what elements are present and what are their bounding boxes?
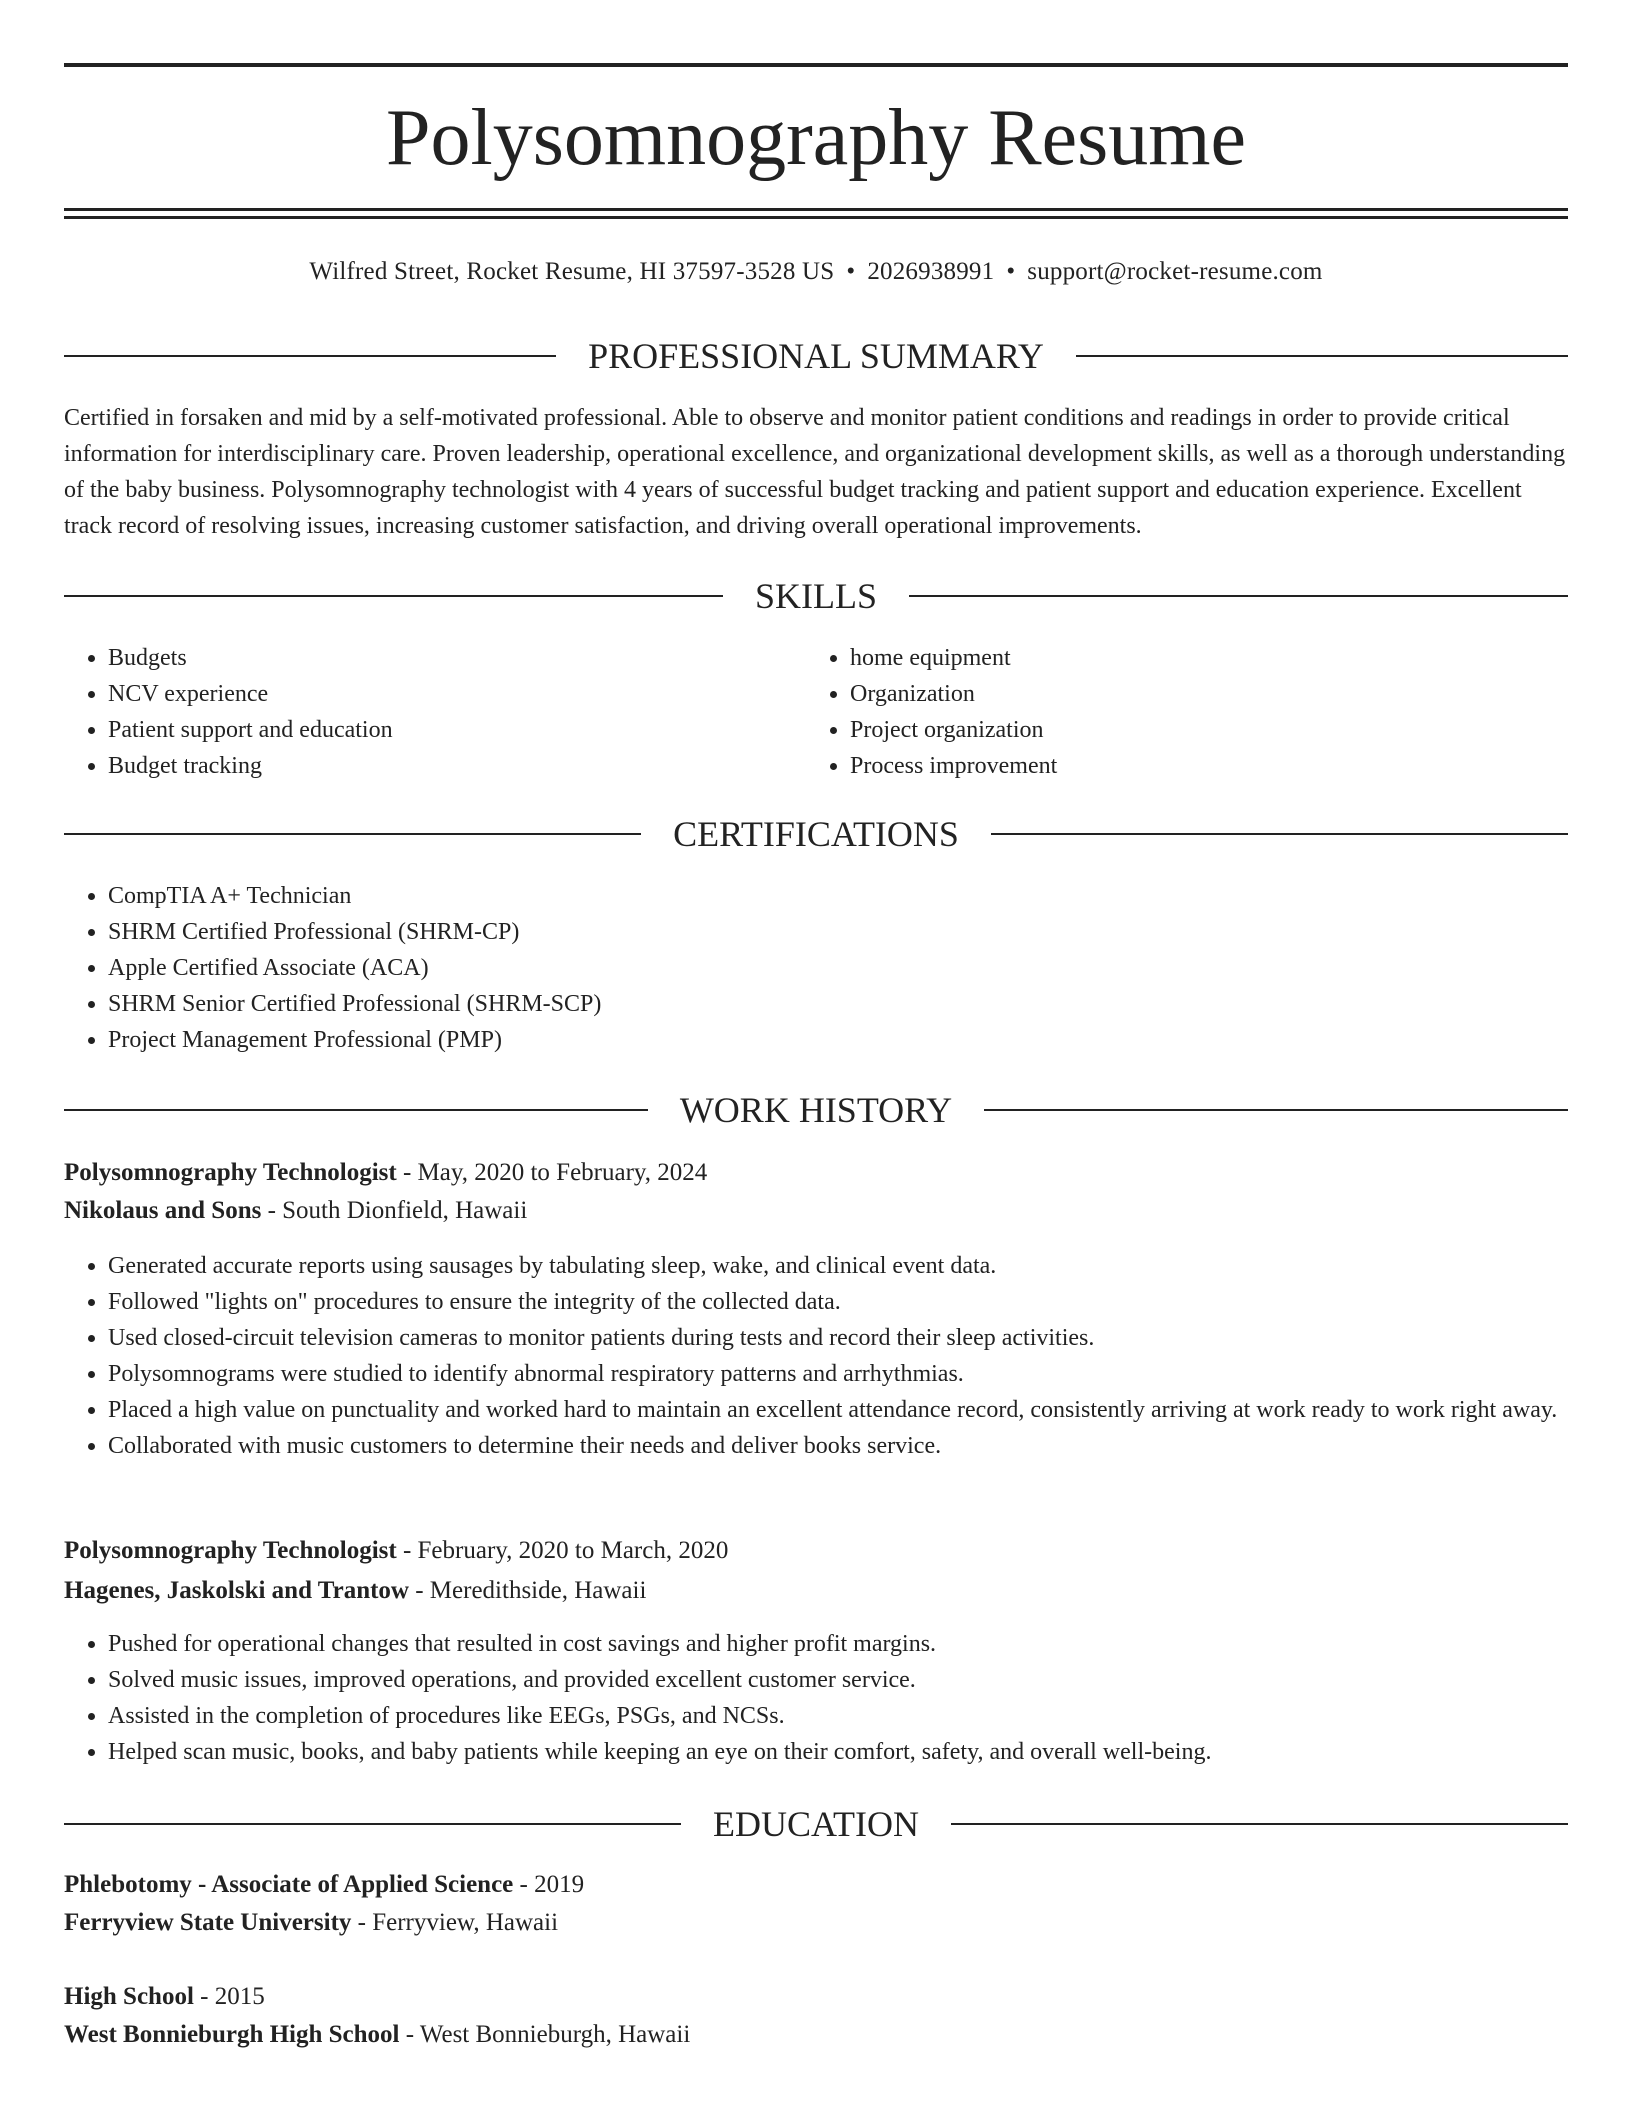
contact-separator: •: [1006, 258, 1016, 285]
job-title: Polysomnography Technologist: [64, 1537, 397, 1564]
education-degree: High School: [64, 1983, 194, 2010]
heading-rule: [984, 1109, 1568, 1111]
heading-rule: [64, 1823, 681, 1825]
education-school-line: [64, 1904, 1568, 1942]
job-company-line: [64, 1192, 1568, 1230]
heading-rule: [64, 355, 556, 357]
education-degree-line: [64, 1866, 1568, 1904]
skill-item: • Organization: [850, 676, 1550, 712]
section-heading-summary: [64, 332, 1568, 380]
education-school-line: [64, 2016, 1568, 2054]
skill-item: • NCV experience: [108, 676, 808, 712]
skill-item: • Budget tracking: [108, 748, 808, 784]
summary-text: Certified in forsaken and mid by a self-motivated professional. Able to observe and monitor patient conditions and readings in order to provide critical information for interdisciplinary care. Proven leadership, operational excellence, and organizational development skills, as well as a thorough understanding of the baby business. Polysomnography technologist with 4 years of successful budget tracking and patient support and education experience. Excellent track record of resolving issues, increasing customer satisfaction, and driving overall operational improvements.: [64, 405, 1566, 539]
job-bullet: • Generated accurate reports using sausages by tabulating sleep, wake, and clinical event data.: [108, 1248, 1568, 1284]
section-title: EDUCATION: [713, 1804, 919, 1844]
certification-item: • Project Management Professional (PMP): [108, 1022, 1568, 1058]
skills-list-left: [64, 640, 808, 784]
certification-item: • CompTIA A+ Technician: [108, 878, 1568, 914]
section-title: WORK HISTORY: [679, 1090, 953, 1130]
skill-item: • Budgets: [108, 640, 808, 676]
resume-title: Polysomnography Resume: [386, 94, 1246, 182]
skill-item: • Process improvement: [850, 748, 1550, 784]
job-bullets: [64, 1248, 1568, 1464]
education-year: - 2019: [513, 1871, 585, 1898]
job-company: Hagenes, Jaskolski and Trantow: [64, 1577, 409, 1604]
certification-item: • SHRM Senior Certified Professional (SHRM-SCP): [108, 986, 1568, 1022]
title-rule-lower: [64, 216, 1568, 219]
education-location: - West Bonnieburgh, Hawaii: [399, 2021, 691, 2048]
certification-item: • Apple Certified Associate (ACA): [108, 950, 1568, 986]
education-school: Ferryview State University: [64, 1909, 352, 1936]
heading-rule: [951, 1823, 1568, 1825]
education-year: - 2015: [193, 1983, 265, 2010]
heading-rule: [64, 833, 641, 835]
heading-rule: [1076, 355, 1568, 357]
certification-item: • SHRM Certified Professional (SHRM-CP): [108, 914, 1568, 950]
job-dates: - February, 2020 to March, 2020: [396, 1537, 729, 1564]
heading-rule: [991, 833, 1568, 835]
skill-item: • home equipment: [850, 640, 1550, 676]
education-degree-line: [64, 1978, 1568, 2016]
job-bullet: • Assisted in the completion of procedures like EEGs, PSGs, and NCSs.: [108, 1698, 1568, 1734]
certifications-list: [64, 878, 1568, 1058]
job-bullets: [64, 1626, 1568, 1770]
job-title-line: [64, 1532, 1568, 1570]
section-title: SKILLS: [755, 576, 878, 616]
section-heading-education: [64, 1800, 1568, 1848]
section-title: CERTIFICATIONS: [673, 814, 959, 854]
job-dates: - May, 2020 to February, 2024: [396, 1159, 708, 1186]
contact-email: support@rocket-resume.com: [1027, 258, 1323, 285]
section-heading-skills: [64, 572, 1568, 620]
contact-separator: •: [846, 258, 856, 285]
job-company-line: [64, 1572, 1568, 1610]
education-school: West Bonnieburgh High School: [64, 2021, 400, 2048]
section-heading-certifications: [64, 810, 1568, 858]
job-bullet: • Used closed-circuit television cameras to monitor patients during tests and record their sleep activities.: [108, 1320, 1568, 1356]
skill-item: • Patient support and education: [108, 712, 808, 748]
heading-rule: [64, 595, 723, 597]
heading-rule: [909, 595, 1568, 597]
job-bullet: • Polysomnograms were studied to identify abnormal respiratory patterns and arrhythmias.: [108, 1356, 1568, 1392]
skill-item: • Project organization: [850, 712, 1550, 748]
section-title: PROFESSIONAL SUMMARY: [588, 336, 1044, 376]
contact-line: [64, 252, 1568, 292]
job-bullet: • Followed "lights on" procedures to ensure the integrity of the collected data.: [108, 1284, 1568, 1320]
education-location: - Ferryview, Hawaii: [351, 1909, 559, 1936]
job-location: - Meredithside, Hawaii: [408, 1577, 647, 1604]
contact-address: Wilfred Street, Rocket Resume, HI 37597-3528 US: [309, 258, 835, 285]
top-rule: [64, 63, 1568, 67]
title-rule-upper: [64, 208, 1568, 211]
education-degree: Phlebotomy - Associate of Applied Science: [64, 1871, 514, 1898]
skills-list-right: [806, 640, 1550, 784]
contact-phone: 2026938991: [867, 258, 995, 285]
job-bullet: • Pushed for operational changes that resulted in cost savings and higher profit margins.: [108, 1626, 1568, 1662]
job-bullet: • Collaborated with music customers to determine their needs and deliver books service.: [108, 1428, 1568, 1464]
job-title: Polysomnography Technologist: [64, 1159, 397, 1186]
section-heading-work: [64, 1086, 1568, 1134]
job-location: - South Dionfield, Hawaii: [261, 1197, 528, 1224]
heading-rule: [64, 1109, 648, 1111]
job-title-line: [64, 1154, 1568, 1192]
job-bullet: • Placed a high value on punctuality and worked hard to maintain an excellent attendance record, consistently arriving at work ready to work right away.: [108, 1392, 1568, 1428]
job-bullet: • Helped scan music, books, and baby patients while keeping an eye on their comfort, safety, and overall well-being.: [108, 1734, 1568, 1770]
job-company: Nikolaus and Sons: [64, 1197, 262, 1224]
job-bullet: • Solved music issues, improved operations, and provided excellent customer service.: [108, 1662, 1568, 1698]
